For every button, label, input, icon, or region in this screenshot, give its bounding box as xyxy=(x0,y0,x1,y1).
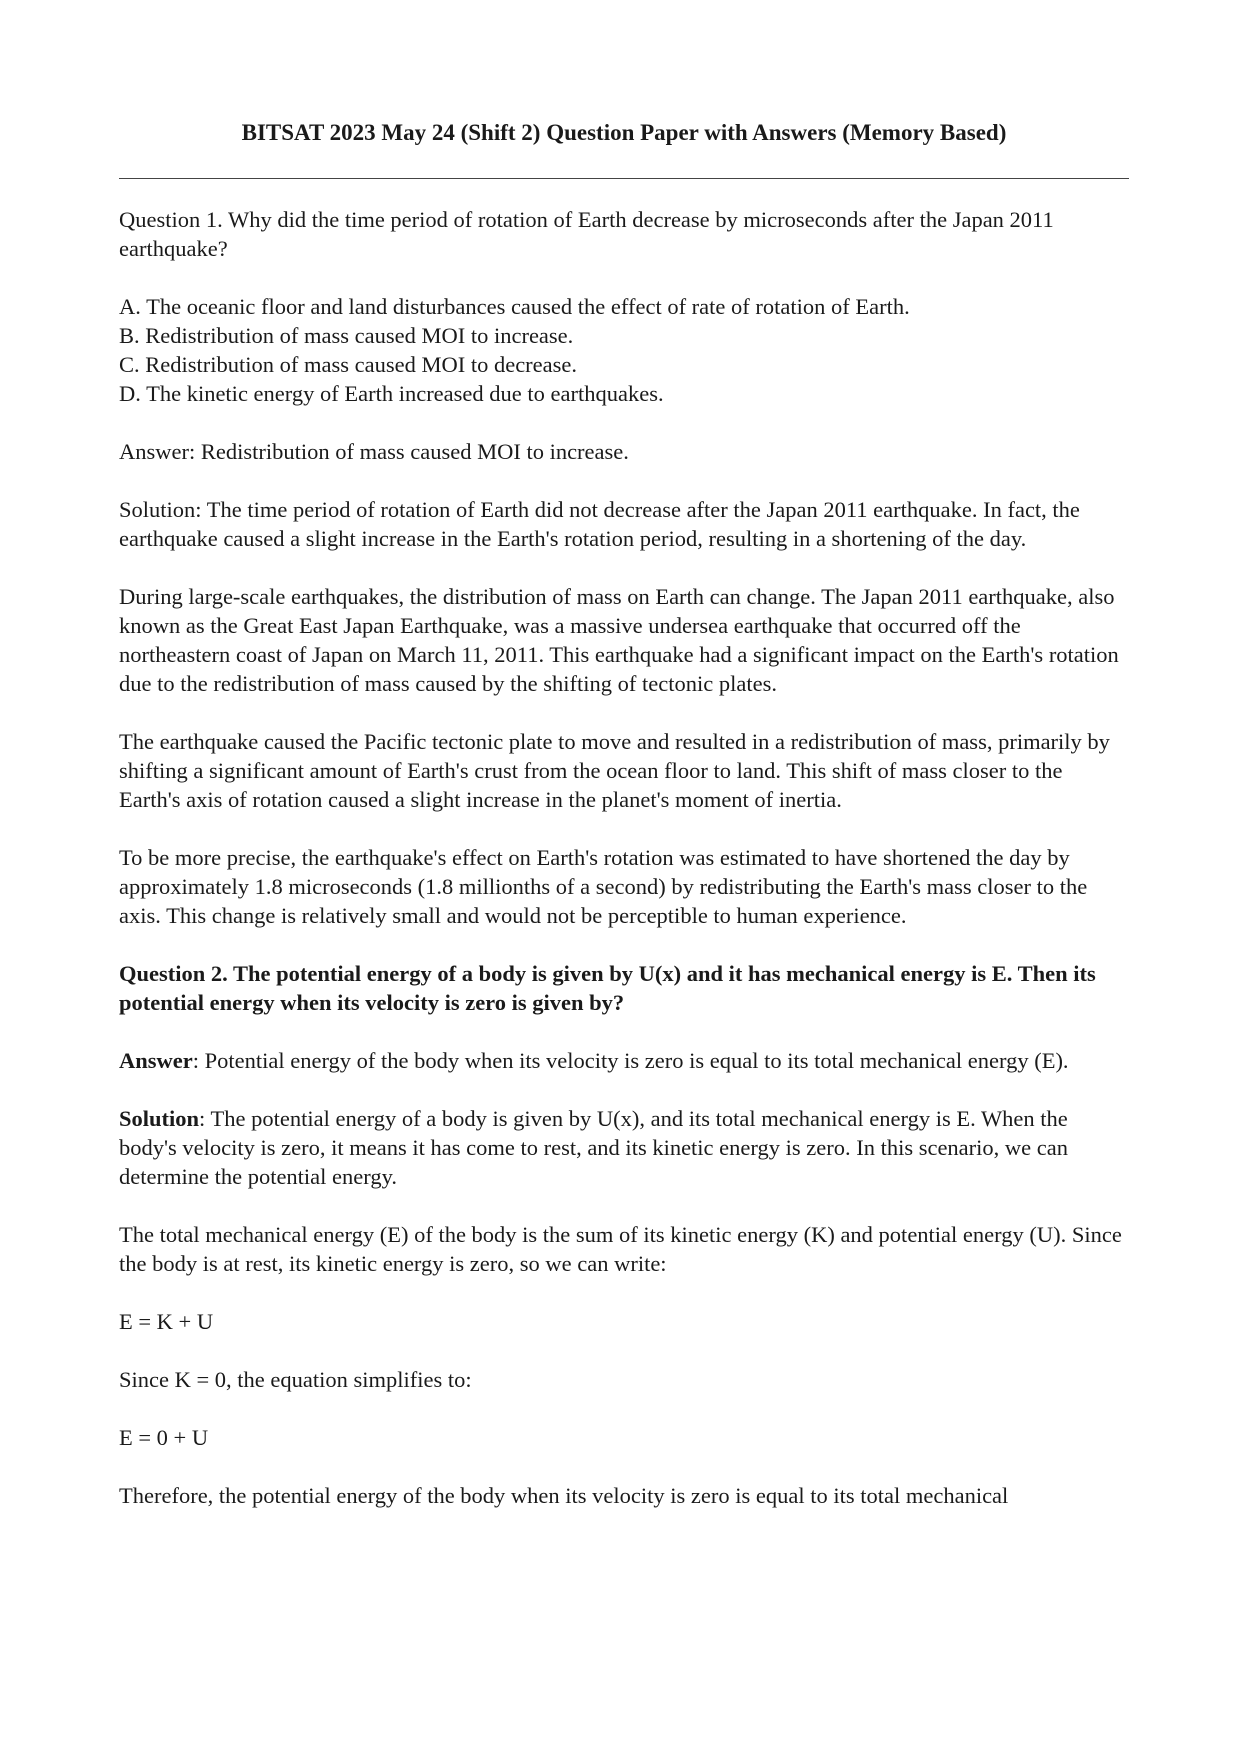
question-1-solution-paragraph: Solution: The time period of rotation of Earth did not decrease after the Japan 2011 earthquake. In fact, the earthquake caused a slight increase in the Earth's rotation period, resulting in a shortening of the day. xyxy=(119,497,1080,551)
question-1-options xyxy=(119,292,1129,408)
option-b: B. Redistribution of mass caused MOI to increase. xyxy=(119,323,574,348)
option-d: D. The kinetic energy of Earth increased due to earthquakes. xyxy=(119,381,664,406)
question-2-answer xyxy=(119,1046,1129,1075)
question-2-solution xyxy=(119,1104,1129,1191)
equation: E = K + U xyxy=(119,1309,214,1334)
question-2-paragraph: Therefore, the potential energy of the body when its velocity is zero is equal to its total mechanical xyxy=(119,1483,1009,1508)
question-1-solution-paragraph: To be more precise, the earthquake's effect on Earth's rotation was estimated to have shortened the day by approximately 1.8 microseconds (1.8 millionths of a second) by redistributing the Earth's mass closer to the axis. This change is relatively small and would not be perceptible to human experience. xyxy=(119,845,1088,928)
document-page xyxy=(119,0,1129,1539)
question-2-text: Question 2. The potential energy of a body is given by U(x) and it has mechanical energy is E. Then its potential energy when its velocity is zero is given by? xyxy=(119,961,1096,1015)
question-1-solution-paragraph: The earthquake caused the Pacific tectonic plate to move and resulted in a redistribution of mass, primarily by shifting a significant amount of Earth's crust from the ocean floor to land. This shift of mass closer to the Earth's axis of rotation caused a slight increase in the planet's moment of inertia. xyxy=(119,729,1110,812)
document-body xyxy=(119,205,1129,1510)
question-1-solution-paragraph: During large-scale earthquakes, the distribution of mass on Earth can change. The Japan 2011 earthquake, also known as the Great East Japan Earthquake, was a massive undersea earthquake that occurred off the northeastern coast of Japan on March 11, 2011. This earthquake had a significant impact on the Earth's rotation due to the redistribution of mass caused by the shifting of tectonic plates. xyxy=(119,584,1119,696)
question-2-paragraph: Since K = 0, the equation simplifies to: xyxy=(119,1367,472,1392)
solution-label: Solution xyxy=(119,1106,200,1131)
question-1-text: Question 1. Why did the time period of rotation of Earth decrease by microseconds after the Japan 2011 earthquake? xyxy=(119,207,1054,261)
solution-text: : The potential energy of a body is given by U(x), and its total mechanical energy is E. When the body's velocity is zero, it means it has come to rest, and its kinetic energy is zero. In this scenario, we can determine the potential energy. xyxy=(119,1106,1068,1189)
question-2-paragraph: The total mechanical energy (E) of the body is the sum of its kinetic energy (K) and potential energy (U). Since the body is at rest, its kinetic energy is zero, so we can write: xyxy=(119,1222,1122,1276)
option-c: C. Redistribution of mass caused MOI to decrease. xyxy=(119,352,578,377)
title-divider xyxy=(119,178,1129,179)
equation: E = 0 + U xyxy=(119,1425,209,1450)
page-title: BITSAT 2023 May 24 (Shift 2) Question Paper with Answers (Memory Based) xyxy=(241,120,1007,145)
question-1-answer: Answer: Redistribution of mass caused MOI to increase. xyxy=(119,439,629,464)
answer-text: : Potential energy of the body when its velocity is zero is equal to its total mechanical energy (E). xyxy=(192,1048,1069,1073)
answer-label: Answer xyxy=(119,1048,193,1073)
option-a: A. The oceanic floor and land disturbances caused the effect of rate of rotation of Earth. xyxy=(119,294,910,319)
